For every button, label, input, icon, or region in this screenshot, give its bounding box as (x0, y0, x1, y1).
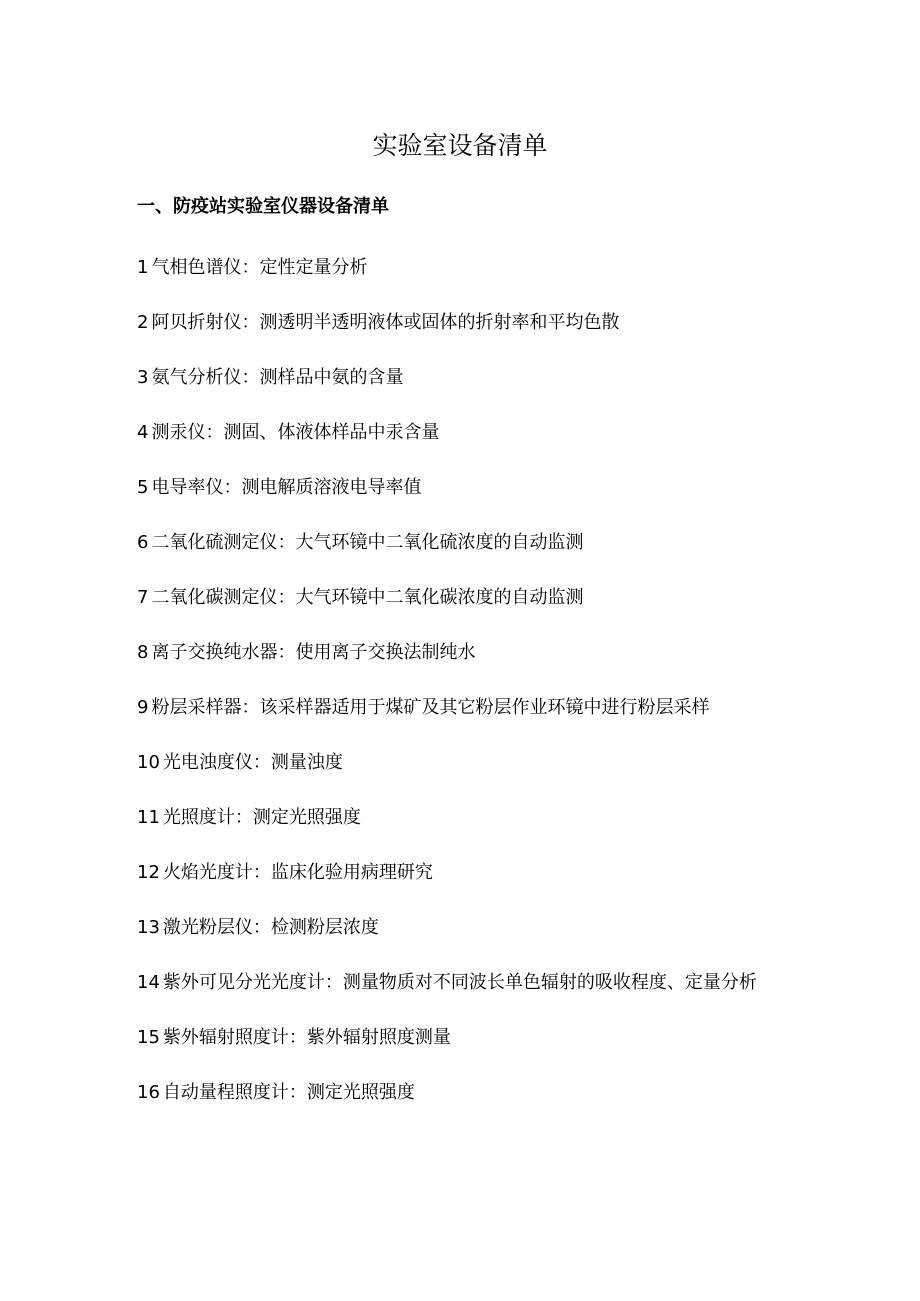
item-name: 光电浊度仪 (162, 752, 253, 773)
item-number: 4 (137, 422, 149, 443)
item-number: 16 (137, 1082, 160, 1103)
item-description: 测固、体液体样品中汞含量 (223, 422, 440, 443)
item-description: 测量物质对不同波长单色辐射的吸收程度、定量分析 (342, 972, 757, 993)
list-item (137, 240, 777, 295)
list-item (137, 955, 777, 1010)
item-name: 紫外辐射照度计 (162, 1027, 289, 1048)
item-description: 测量浊度 (270, 752, 343, 773)
document-title: 实验室设备清单 (372, 131, 548, 160)
item-name: 粉层采样器 (151, 697, 242, 718)
item-number: 10 (137, 752, 160, 773)
item-number: 12 (137, 862, 160, 883)
item-number: 6 (137, 532, 149, 553)
item-name: 气相色谱仪 (151, 257, 242, 278)
list-item (137, 350, 777, 405)
list-item (137, 680, 777, 735)
item-name: 电导率仪 (151, 477, 224, 498)
item-separator: ： (277, 587, 296, 608)
item-number: 2 (137, 312, 149, 333)
list-item (137, 1065, 777, 1120)
list-item (137, 405, 777, 460)
item-description: 检测粉层浓度 (270, 917, 379, 938)
item-description: 大气环镜中二氧化硫浓度的自动监测 (295, 532, 584, 553)
item-separator: ： (241, 367, 260, 388)
item-name: 阿贝折射仪 (151, 312, 242, 333)
item-description: 大气环镜中二氧化碳浓度的自动监测 (295, 587, 584, 608)
item-separator: ： (277, 532, 296, 553)
item-separator: ： (288, 1082, 307, 1103)
item-name: 光照度计 (162, 807, 235, 828)
item-number: 15 (137, 1027, 160, 1048)
item-separator: ： (234, 807, 253, 828)
item-number: 3 (137, 367, 149, 388)
item-description: 监床化验用病理研究 (270, 862, 433, 883)
item-number: 8 (137, 642, 149, 663)
item-name: 自动量程照度计 (162, 1082, 289, 1103)
item-description: 使用离子交换法制纯水 (295, 642, 476, 663)
item-name: 紫外可见分光光度计 (162, 972, 325, 993)
item-separator: ： (241, 312, 260, 333)
item-number: 14 (137, 972, 160, 993)
item-name: 火焰光度计 (162, 862, 253, 883)
item-number: 7 (137, 587, 149, 608)
item-name: 二氧化碳测定仪 (151, 587, 278, 608)
item-description: 测定光照强度 (252, 807, 361, 828)
item-separator: ： (241, 697, 260, 718)
item-separator: ： (252, 752, 271, 773)
list-item (137, 790, 777, 845)
item-separator: ： (252, 917, 271, 938)
item-description: 该采样器适用于煤矿及其它粉层作业环镜中进行粉层采样 (259, 697, 710, 718)
item-separator: ： (205, 422, 224, 443)
item-number: 5 (137, 477, 149, 498)
item-description: 紫外辐射照度测量 (306, 1027, 451, 1048)
list-item (137, 845, 777, 900)
item-number: 9 (137, 697, 149, 718)
list-item (137, 900, 777, 955)
item-name: 二氧化硫测定仪 (151, 532, 278, 553)
item-number: 13 (137, 917, 160, 938)
item-separator: ： (241, 257, 260, 278)
list-item (137, 570, 777, 625)
item-separator: ： (288, 1027, 307, 1048)
item-name: 测汞仪 (151, 422, 206, 443)
item-description: 测电解质溶液电导率值 (241, 477, 422, 498)
list-item (137, 735, 777, 790)
list-item (137, 295, 777, 350)
item-name: 离子交换纯水器 (151, 642, 278, 663)
item-description: 定性定量分析 (259, 257, 368, 278)
item-separator: ： (277, 642, 296, 663)
item-name: 激光粉层仪 (162, 917, 253, 938)
equipment-list (137, 240, 777, 1120)
item-separator: ： (324, 972, 343, 993)
list-item (137, 625, 777, 680)
item-description: 测定光照强度 (306, 1082, 415, 1103)
item-name: 氨气分析仪 (151, 367, 242, 388)
list-item (137, 1010, 777, 1065)
item-number: 1 (137, 257, 149, 278)
list-item (137, 515, 777, 570)
section-heading: 一、防疫站实验室仪器设备清单 (137, 196, 389, 217)
item-separator: ： (223, 477, 242, 498)
item-description: 测样品中氨的含量 (259, 367, 404, 388)
item-number: 11 (137, 807, 160, 828)
list-item (137, 460, 777, 515)
item-separator: ： (252, 862, 271, 883)
item-description: 测透明半透明液体或固体的折射率和平均色散 (259, 312, 620, 333)
